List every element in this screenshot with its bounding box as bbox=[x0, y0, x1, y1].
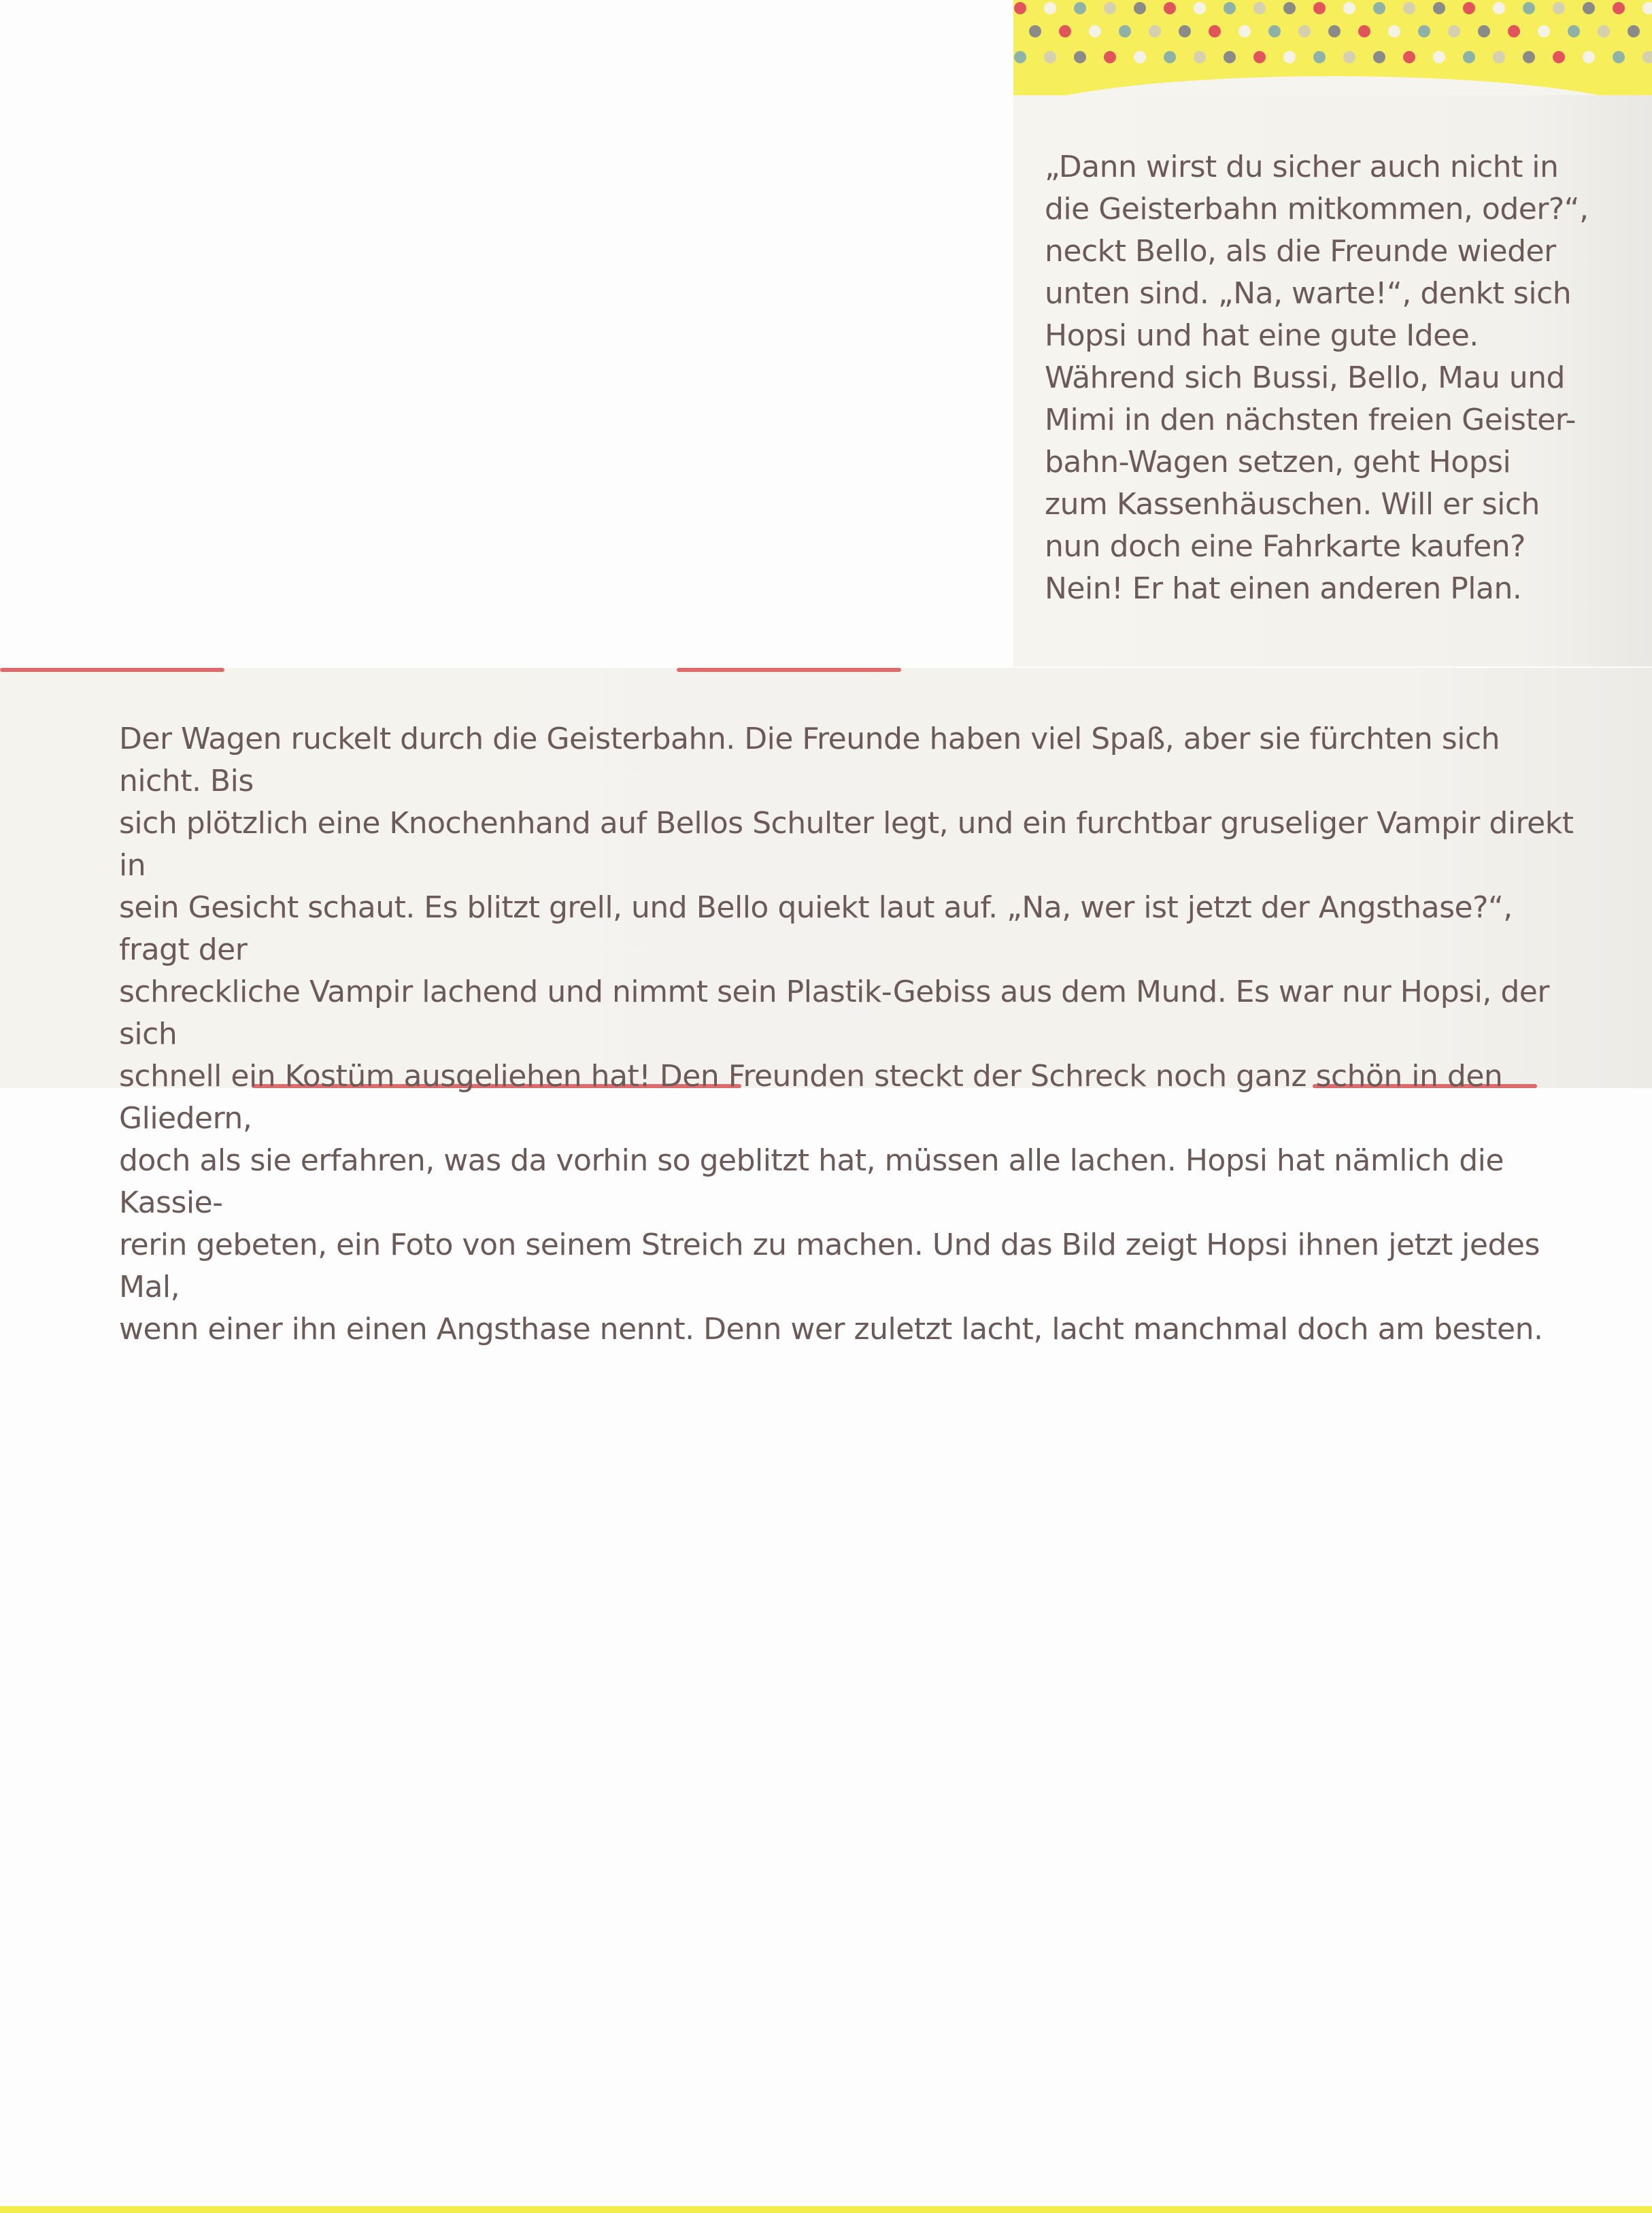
polka-dot bbox=[1104, 51, 1116, 63]
polka-dot bbox=[1448, 25, 1460, 37]
polka-dot bbox=[1553, 2, 1565, 14]
polka-dot bbox=[1134, 51, 1146, 63]
polka-dot bbox=[1253, 2, 1266, 14]
polka-dot bbox=[1433, 51, 1445, 63]
polka-dot bbox=[1253, 51, 1266, 63]
polka-dot bbox=[1613, 2, 1625, 14]
polka-dot bbox=[1433, 2, 1445, 14]
polka-dot bbox=[1463, 51, 1475, 63]
polka-dot bbox=[1089, 25, 1101, 37]
polka-dot bbox=[1373, 51, 1385, 63]
polka-dot bbox=[1059, 25, 1071, 37]
polka-dot bbox=[1343, 51, 1355, 63]
polka-dot bbox=[1328, 25, 1341, 37]
polka-dot bbox=[1044, 51, 1056, 63]
polka-dot bbox=[1493, 2, 1505, 14]
polka-dot bbox=[1478, 25, 1490, 37]
polka-dot bbox=[1493, 51, 1505, 63]
polka-dot bbox=[1134, 2, 1146, 14]
polka-dot bbox=[1044, 2, 1056, 14]
polka-dot bbox=[1313, 2, 1326, 14]
polka-dot bbox=[1209, 25, 1221, 37]
story-paragraph-bottom: Der Wagen ruckelt durch die Geisterbahn. Die Freunde haben viel Spaß, aber sie fürchten sich nicht. Bis sich plötzlich eine Knochenhand auf Bellos Schulter legt, und ein furchtbar gruseliger Vampir direkt in sein Gesicht schaut. Es blitzt grell, und Bello quiekt laut auf. „Na, wer ist jetzt der Angsthase?“, fragt der schreckliche Vampir lachend und nimmt sein Plastik-Gebiss aus dem Mund. Es war nur Hopsi, der sich schnell ein Kostüm ausgeliehen hat! Den Freunden steckt der Schreck noch ganz schön in den Gliedern, doch als sie erfahren, was da vorhin so geblitzt hat, müssen alle lachen. Hopsi hat nämlich die Kassie- rerin gebeten, ein Foto von seinem Streich zu machen. Und das Bild zeigt Hopsi ihnen jetzt jedes Mal, wenn einer ihn einen Angsthase nennt. Denn wer zuletzt lacht, lacht manchmal doch am besten. bbox=[119, 722, 1574, 1347]
polka-dot bbox=[1029, 25, 1041, 37]
polka-dot bbox=[1553, 51, 1565, 63]
polka-dot bbox=[1598, 25, 1610, 37]
polka-dot bbox=[1358, 25, 1370, 37]
story-paragraph-top: „Dann wirst du sicher auch nicht in die Geisterbahn mitkommen, oder?“, neckt Bello, als die Freunde wieder unten sind. „Na, warte!“, denkt sich Hopsi und hat eine gute Idee. Während sich Bussi, Bello, Mau und Mimi in den nächsten freien Geister- bahn-Wagen setzen, geht Hopsi zum Kassenhäuschen. Will er sich nun doch eine Fahrkarte kaufen? Nein! Er hat einen anderen Plan. bbox=[1045, 150, 1589, 606]
polka-dot bbox=[1388, 25, 1400, 37]
divider-line-top-middle bbox=[677, 668, 901, 672]
polka-dot bbox=[1568, 25, 1580, 37]
polka-dot-decoration bbox=[1013, 0, 1652, 95]
polka-dot bbox=[1343, 2, 1355, 14]
polka-dot bbox=[1074, 2, 1086, 14]
polka-dot bbox=[1403, 51, 1415, 63]
yellow-page-edge bbox=[0, 2206, 1652, 2213]
polka-dot bbox=[1149, 25, 1161, 37]
polka-dot bbox=[1628, 25, 1640, 37]
polka-dot bbox=[1238, 25, 1251, 37]
polka-dot bbox=[1014, 51, 1026, 63]
polka-dot bbox=[1224, 51, 1236, 63]
polka-dot bbox=[1583, 2, 1595, 14]
polka-dot bbox=[1194, 2, 1206, 14]
polka-dot bbox=[1523, 2, 1535, 14]
polka-dot bbox=[1463, 2, 1475, 14]
polka-dot bbox=[1104, 2, 1116, 14]
polka-dot bbox=[1313, 51, 1326, 63]
polka-dot bbox=[1403, 2, 1415, 14]
polka-dot bbox=[1642, 2, 1652, 14]
polka-dot bbox=[1283, 2, 1296, 14]
polka-dot bbox=[1119, 25, 1131, 37]
polka-dot bbox=[1298, 25, 1311, 37]
polka-dot bbox=[1224, 2, 1236, 14]
polka-dot bbox=[1164, 2, 1176, 14]
polka-dot bbox=[1523, 51, 1535, 63]
polka-dot bbox=[1583, 51, 1595, 63]
polka-dot bbox=[1268, 25, 1281, 37]
polka-dot bbox=[1418, 25, 1430, 37]
top-right-text-panel bbox=[1013, 0, 1652, 666]
polka-dot bbox=[1014, 2, 1026, 14]
polka-dot bbox=[1613, 51, 1625, 63]
polka-dot bbox=[1642, 51, 1652, 63]
polka-dot bbox=[1508, 25, 1520, 37]
divider-line-top-left bbox=[0, 668, 224, 672]
polka-dot bbox=[1373, 2, 1385, 14]
polka-dot bbox=[1283, 51, 1296, 63]
polka-dot bbox=[1164, 51, 1176, 63]
polka-dot bbox=[1194, 51, 1206, 63]
polka-dot bbox=[1538, 25, 1550, 37]
polka-dot bbox=[1179, 25, 1191, 37]
polka-dot bbox=[1074, 51, 1086, 63]
